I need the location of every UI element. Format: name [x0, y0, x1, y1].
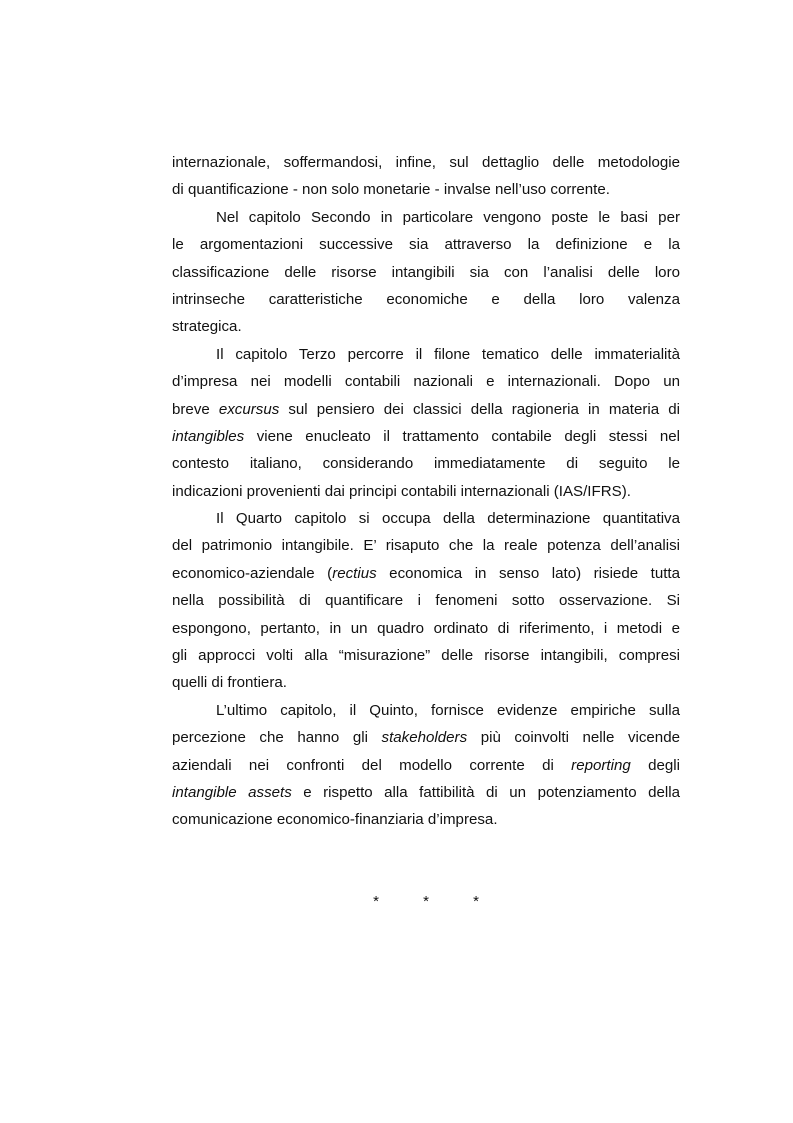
text-line: [172, 532, 680, 559]
paragraph: [172, 149, 680, 204]
text-line: [172, 615, 680, 642]
italic-term: reporting: [571, 756, 631, 774]
text-segment: le argomentazioni successive sia attraverso la definizione e la: [172, 236, 680, 254]
italic-term: stakeholders: [381, 729, 468, 747]
text-segment: del patrimonio intangibile. E’ risaputo che la reale potenza dell’analisi: [172, 537, 680, 555]
text-segment: aziendali nei confronti del modello corrente di: [172, 756, 572, 774]
text-segment: Il capitolo Terzo percorre il filone tematico delle immaterialità: [216, 345, 680, 363]
text-line: [172, 587, 680, 614]
text-segment: L’ultimo capitolo, il Quinto, fornisce evidenze empiriche sulla: [216, 701, 680, 719]
italic-term: rectius: [332, 564, 377, 582]
text-line: [172, 176, 680, 203]
text-segment: contesto italiano, considerando immediatamente di seguito le: [172, 455, 680, 473]
text-line: [172, 259, 680, 286]
text-segment: Nel capitolo Secondo in particolare vengono poste le basi per: [216, 208, 680, 226]
document-body: [172, 149, 680, 834]
separator-star: *: [423, 893, 429, 910]
text-segment: economica in senso lato) risiede tutta: [376, 564, 680, 582]
text-segment: di quantificazione - non solo monetarie - invalse nell’uso corrente.: [172, 181, 610, 199]
text-segment: intrinseche caratteristiche economiche e della loro valenza: [172, 290, 680, 308]
text-line: [172, 423, 680, 450]
text-segment: economico-aziendale (: [172, 564, 333, 582]
text-line: [172, 669, 680, 696]
text-line: [172, 450, 680, 477]
text-segment: indicazioni provenienti dai principi contabili internazionali (IAS/IFRS).: [172, 482, 631, 500]
text-segment: strategica.: [172, 318, 242, 336]
text-segment: internazionale, soffermandosi, infine, sul dettaglio delle metodologie: [172, 154, 680, 171]
text-line: [172, 286, 680, 313]
text-segment: degli: [630, 756, 680, 774]
paragraph: [172, 697, 680, 834]
text-segment: e rispetto alla fattibilità di un potenziamento della: [291, 783, 680, 801]
text-segment: comunicazione economico-finanziaria d’impresa.: [172, 811, 498, 829]
text-line: [172, 149, 680, 176]
text-line: [172, 752, 680, 779]
text-segment: più coinvolti nelle vicende: [467, 729, 680, 747]
text-line: [172, 313, 680, 340]
separator-star: *: [473, 893, 479, 910]
text-line: [172, 396, 680, 423]
text-segment: sul pensiero dei classici della ragioneria in materia di: [279, 400, 680, 418]
text-line: [172, 231, 680, 258]
text-segment: percezione che hanno gli: [172, 729, 382, 747]
text-segment: nella possibilità di quantificare i fenomeni sotto osservazione. Si: [172, 592, 680, 610]
separator-star: *: [373, 893, 379, 910]
text-segment: gli approcci volti alla “misurazione” delle risorse intangibili, compresi: [172, 647, 680, 665]
text-line: [172, 806, 680, 833]
text-line: [172, 204, 680, 231]
text-line: [172, 779, 680, 806]
text-segment: viene enucleato il trattamento contabile degli stessi nel: [244, 427, 680, 445]
text-line: [172, 368, 680, 395]
text-line: [172, 341, 680, 368]
text-segment: Il Quarto capitolo si occupa della determinazione quantitativa: [216, 510, 680, 528]
text-segment: d’impresa nei modelli contabili nazionali e internazionali. Dopo un: [172, 373, 680, 391]
text-line: [172, 560, 680, 587]
paragraph: [172, 204, 680, 341]
text-line: [172, 724, 680, 751]
paragraph: [172, 505, 680, 697]
italic-term: excursus: [218, 400, 280, 418]
text-container: [172, 149, 680, 834]
text-segment: espongono, pertanto, in un quadro ordinato di riferimento, i metodi e: [172, 619, 680, 637]
italic-term: intangible assets: [172, 783, 292, 801]
text-line: [172, 642, 680, 669]
text-segment: classificazione delle risorse intangibili sia con l’analisi delle loro: [172, 263, 680, 281]
section-separator: [371, 893, 481, 910]
text-line: [172, 505, 680, 532]
text-line: [172, 478, 680, 505]
italic-term: intangibles: [172, 427, 245, 445]
text-line: [172, 697, 680, 724]
text-segment: quelli di frontiera.: [172, 674, 287, 692]
text-segment: breve: [172, 400, 219, 418]
paragraph: [172, 341, 680, 505]
